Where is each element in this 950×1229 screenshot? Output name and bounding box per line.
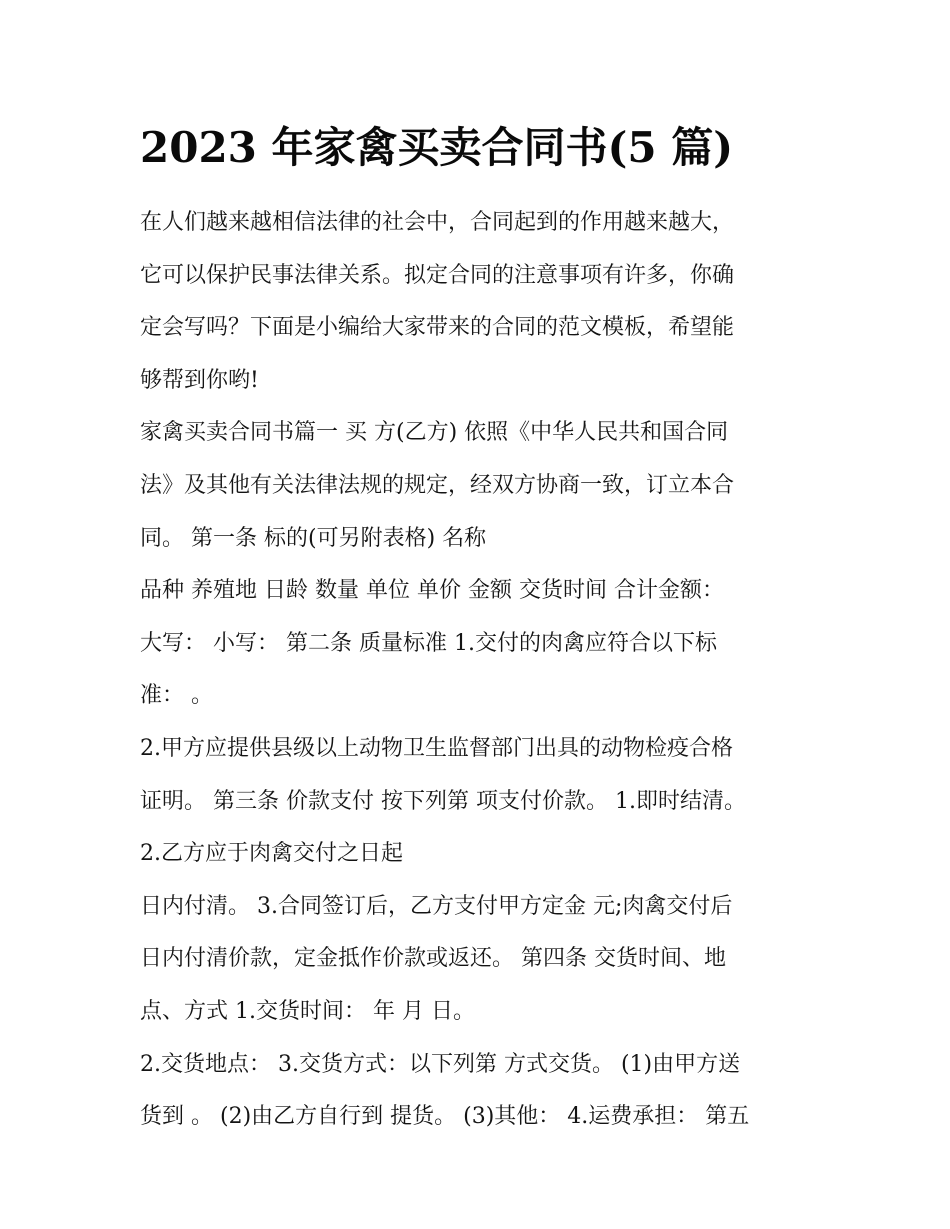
body-line: 在人们越来越相信法律的社会中，合同起到的作用越来越大， <box>140 210 735 235</box>
body-line: 够帮到你哟! <box>140 367 259 393</box>
body-line: 2.交货地点： 3.交货方式：以下列第 方式交货。 (1)由甲方送 <box>140 1051 741 1077</box>
body-line: 品种 养殖地 日龄 数量 单位 单价 金额 交货时间 合计金额： <box>140 578 724 604</box>
body-line: 同。 第一条 标的(可另附表格) 名称 <box>140 525 487 551</box>
body-line: 2.乙方应于肉禽交付之日起 <box>140 841 403 867</box>
body-line: 2.甲方应提供县级以上动物卫生监督部门出具的动物检疫合格 <box>140 735 733 761</box>
body-line: 大写： 小写： 第二条 质量标准 1.交付的肉禽应符合以下标 <box>140 630 717 656</box>
body-line: 它可以保护民事法律关系。拟定合同的注意事项有许多，你确 <box>140 262 735 288</box>
body-line: 定会写吗？下面是小编给大家带来的合同的范文模板，希望能 <box>140 315 735 341</box>
body-line: 法》及其他有关法律法规的规定，经双方协商一致，订立本合 <box>140 472 735 498</box>
document-title: 2023 年家禽买卖合同书(5 篇) <box>140 123 734 172</box>
body-line: 家禽买卖合同书篇一 买 方(乙方) 依照《中华人民共和国合同 <box>140 420 729 446</box>
body-line: 日内付清。 3.合同签订后，乙方支付甲方定金 元;肉禽交付后 <box>140 893 733 919</box>
body-line: 点、方式 1.交货时间： 年 月 日。 <box>140 998 475 1024</box>
body-line: 证明。 第三条 价款支付 按下列第 项支付价款。 1.即时结清。 <box>140 788 746 814</box>
body-line: 日内付清价款，定金抵作价款或返还。 第四条 交货时间、地 <box>140 946 726 972</box>
body-line: 货到 。 (2)由乙方自行到 提货。 (3)其他： 4.运费承担： 第五 <box>140 1104 750 1130</box>
body-line: 准： 。 <box>140 683 213 709</box>
document-body <box>140 197 820 1144</box>
